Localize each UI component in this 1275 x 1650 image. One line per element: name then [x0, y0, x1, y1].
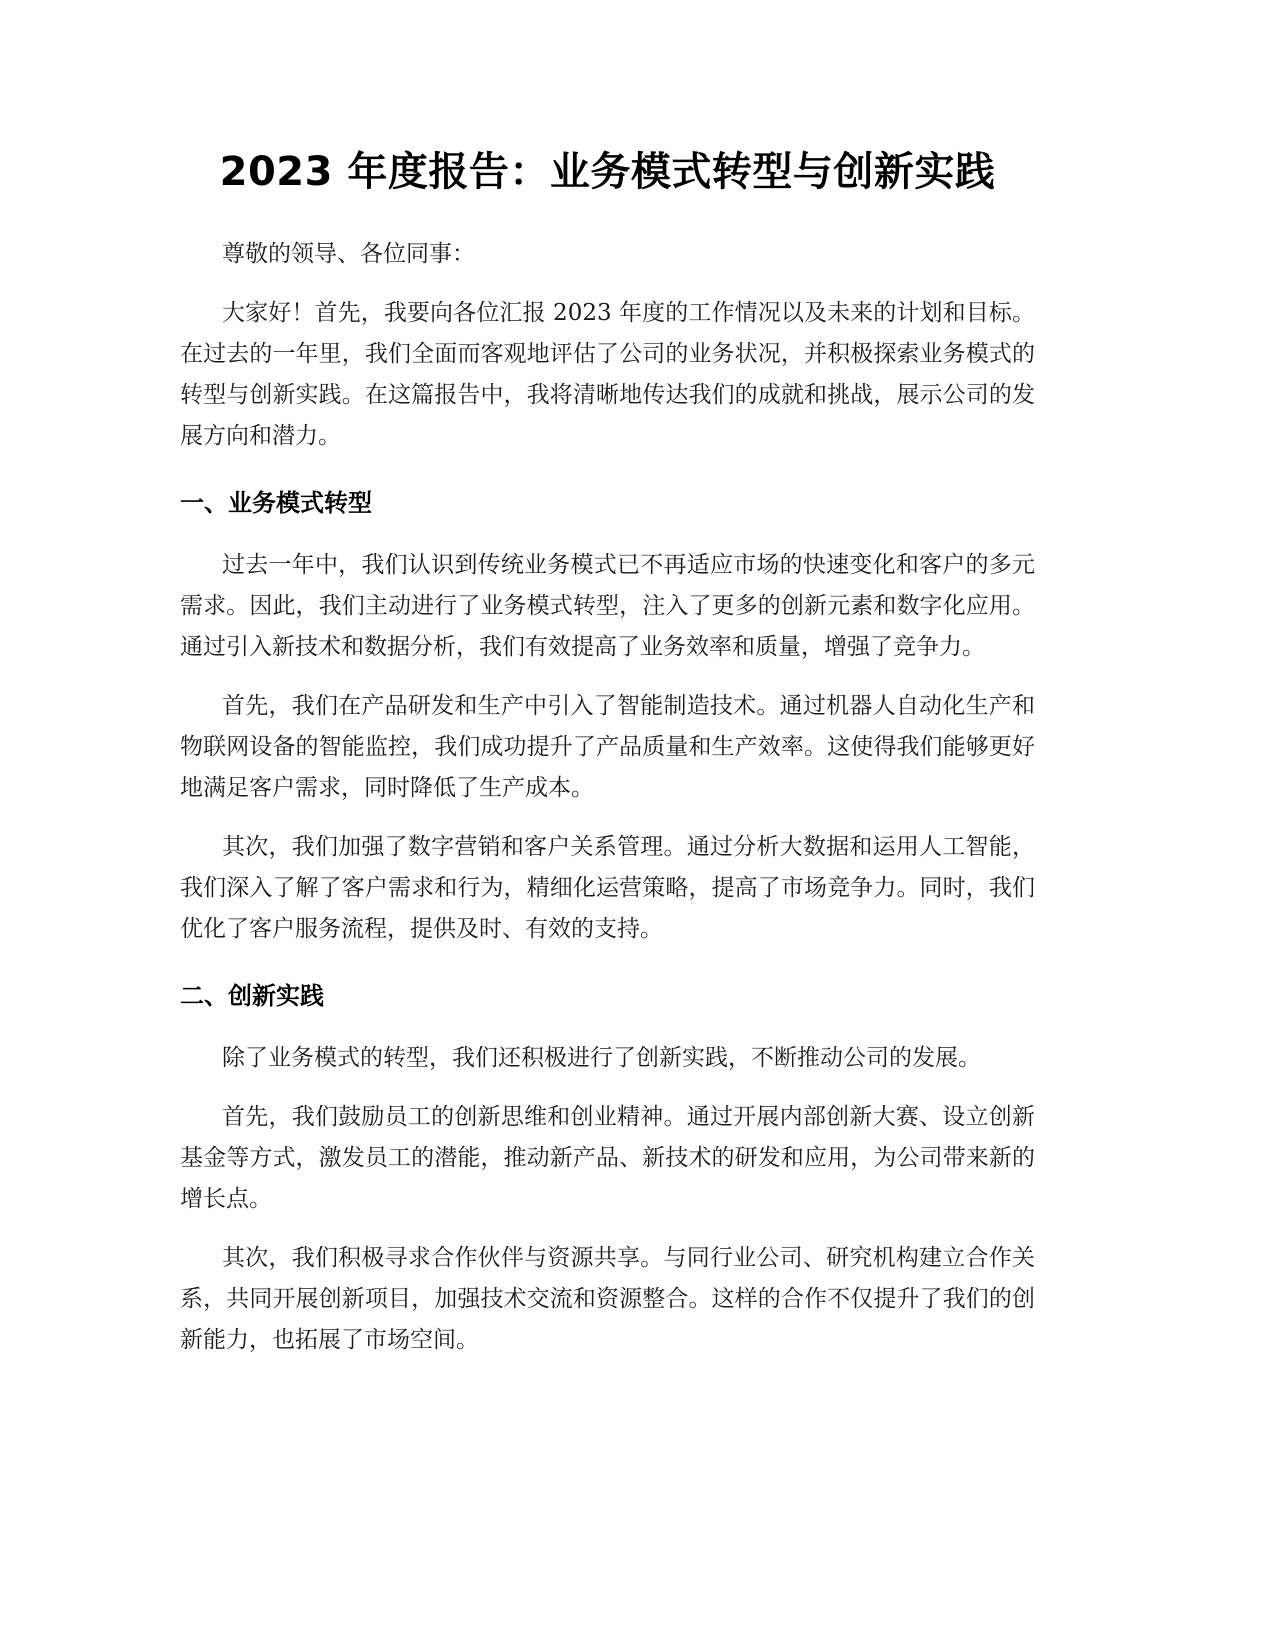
section-heading-business-model: 一、业务模式转型 — [180, 489, 372, 517]
section-1-paragraph-3: 其次，我们加强了数字营销和客户关系管理。通过分析大数据和运用人工智能，我们深入了解了客户需求和行为，精细化运营策略，提高了市场竞争力。同时，我们优化了客户服务流程，提供及时、有效的支持。 — [180, 834, 1035, 942]
section-1-paragraph-1: 过去一年中，我们认识到传统业务模式已不再适应市场的快速变化和客户的多元需求。因此，我们主动进行了业务模式转型，注入了更多的创新元素和数字化应用。通过引入新技术和数据分析，我们有效提高了业务效率和质量，增强了竞争力。 — [180, 552, 1035, 660]
section-1-paragraph-2: 首先，我们在产品研发和生产中引入了智能制造技术。通过机器人自动化生产和物联网设备的智能监控，我们成功提升了产品质量和生产效率。这使得我们能够更好地满足客户需求，同时降低了生产成本。 — [180, 693, 1035, 801]
greeting-paragraph: 尊敬的领导、各位同事： — [222, 241, 475, 267]
section-2-paragraph-2: 首先，我们鼓励员工的创新思维和创业精神。通过开展内部创新大赛、设立创新基金等方式，激发员工的潜能，推动新产品、新技术的研发和应用，为公司带来新的增长点。 — [180, 1104, 1035, 1212]
intro-paragraph: 大家好！首先，我要向各位汇报 2023 年度的工作情况以及未来的计划和目标。在过去的一年里，我们全面而客观地评估了公司的业务状况，并积极探索业务模式的转型与创新实践。在这篇报告中，我将清晰地传达我们的成就和挑战，展示公司的发展方向和潜力。 — [180, 300, 1035, 449]
document-page — [180, 140, 1035, 1361]
section-2-paragraph-3: 其次，我们积极寻求合作伙伴与资源共享。与同行业公司、研究机构建立合作关系，共同开展创新项目，加强技术交流和资源整合。这样的合作不仅提升了我们的创新能力，也拓展了市场空间。 — [180, 1245, 1035, 1353]
document-title: 2023 年度报告：业务模式转型与创新实践 — [219, 149, 996, 195]
section-2-paragraph-1: 除了业务模式的转型，我们还积极进行了创新实践，不断推动公司的发展。 — [222, 1045, 981, 1071]
section-heading-innovation: 二、创新实践 — [180, 982, 324, 1010]
